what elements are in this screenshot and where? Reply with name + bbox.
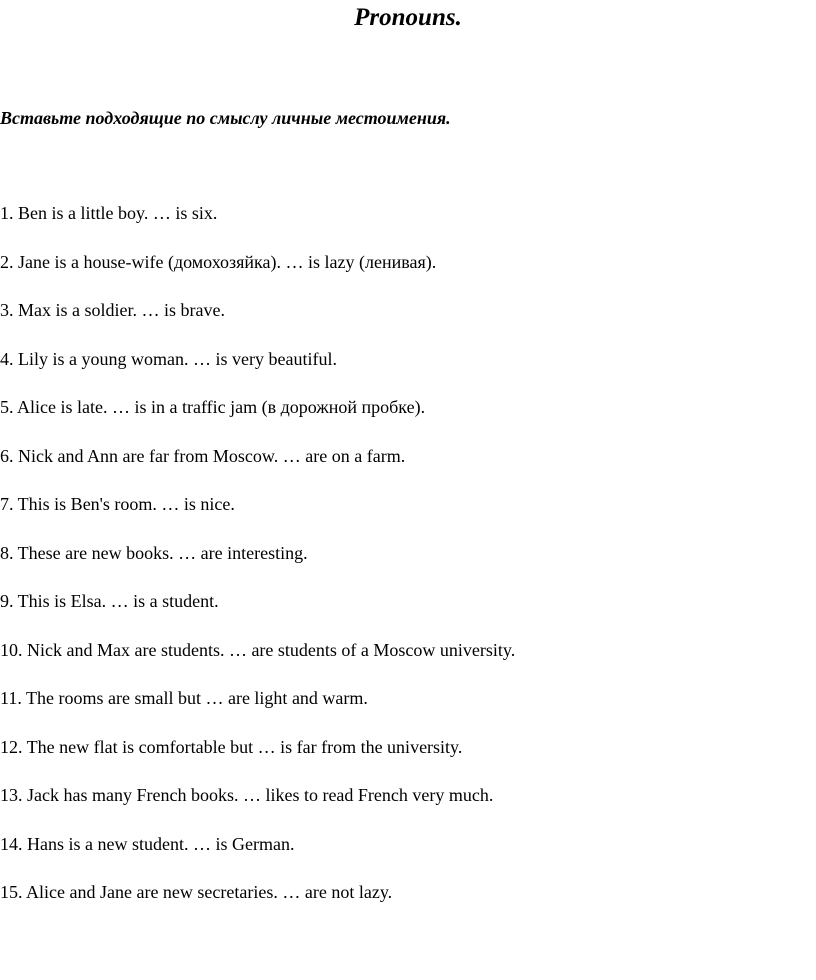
- exercise-item-8: 8. These are new books. … are interesting.: [0, 542, 308, 563]
- exercise-item-2: 2. Jane is a house-wife (домохозяйка). … is lazy (ленивая).: [0, 251, 437, 272]
- exercise-item-10: 10. Nick and Max are students. … are students of a Moscow university.: [0, 639, 516, 660]
- exercise-item-1: 1. Ben is a little boy. … is six.: [0, 203, 218, 223]
- exercise-list: [0, 201, 515, 929]
- exercise-instruction: Вставьте подходящие по смыслу личные местоимения.: [0, 108, 451, 128]
- exercise-item-4: 4. Lily is a young woman. … is very beautiful.: [0, 348, 337, 369]
- exercise-item-14: 14. Hans is a new student. … is German.: [0, 833, 295, 854]
- exercise-item-6: 6. Nick and Ann are far from Moscow. … are on a farm.: [0, 445, 406, 466]
- exercise-item-11: 11. The rooms are small but … are light and warm.: [0, 688, 368, 708]
- page-title: Pronouns.: [354, 4, 462, 31]
- exercise-item-7: 7. This is Ben's room. … is nice.: [0, 494, 235, 514]
- exercise-item-12: 12. The new flat is comfortable but … is far from the university.: [0, 736, 463, 757]
- exercise-item-9: 9. This is Elsa. … is a student.: [0, 591, 219, 611]
- exercise-item-3: 3. Max is a soldier. … is brave.: [0, 300, 225, 320]
- exercise-item-13: 13. Jack has many French books. … likes to read French very much.: [0, 785, 494, 805]
- exercise-item-5: 5. Alice is late. … is in a traffic jam (в дорожной пробке).: [0, 397, 426, 417]
- exercise-item-15: 15. Alice and Jane are new secretaries. … are not lazy.: [0, 882, 393, 902]
